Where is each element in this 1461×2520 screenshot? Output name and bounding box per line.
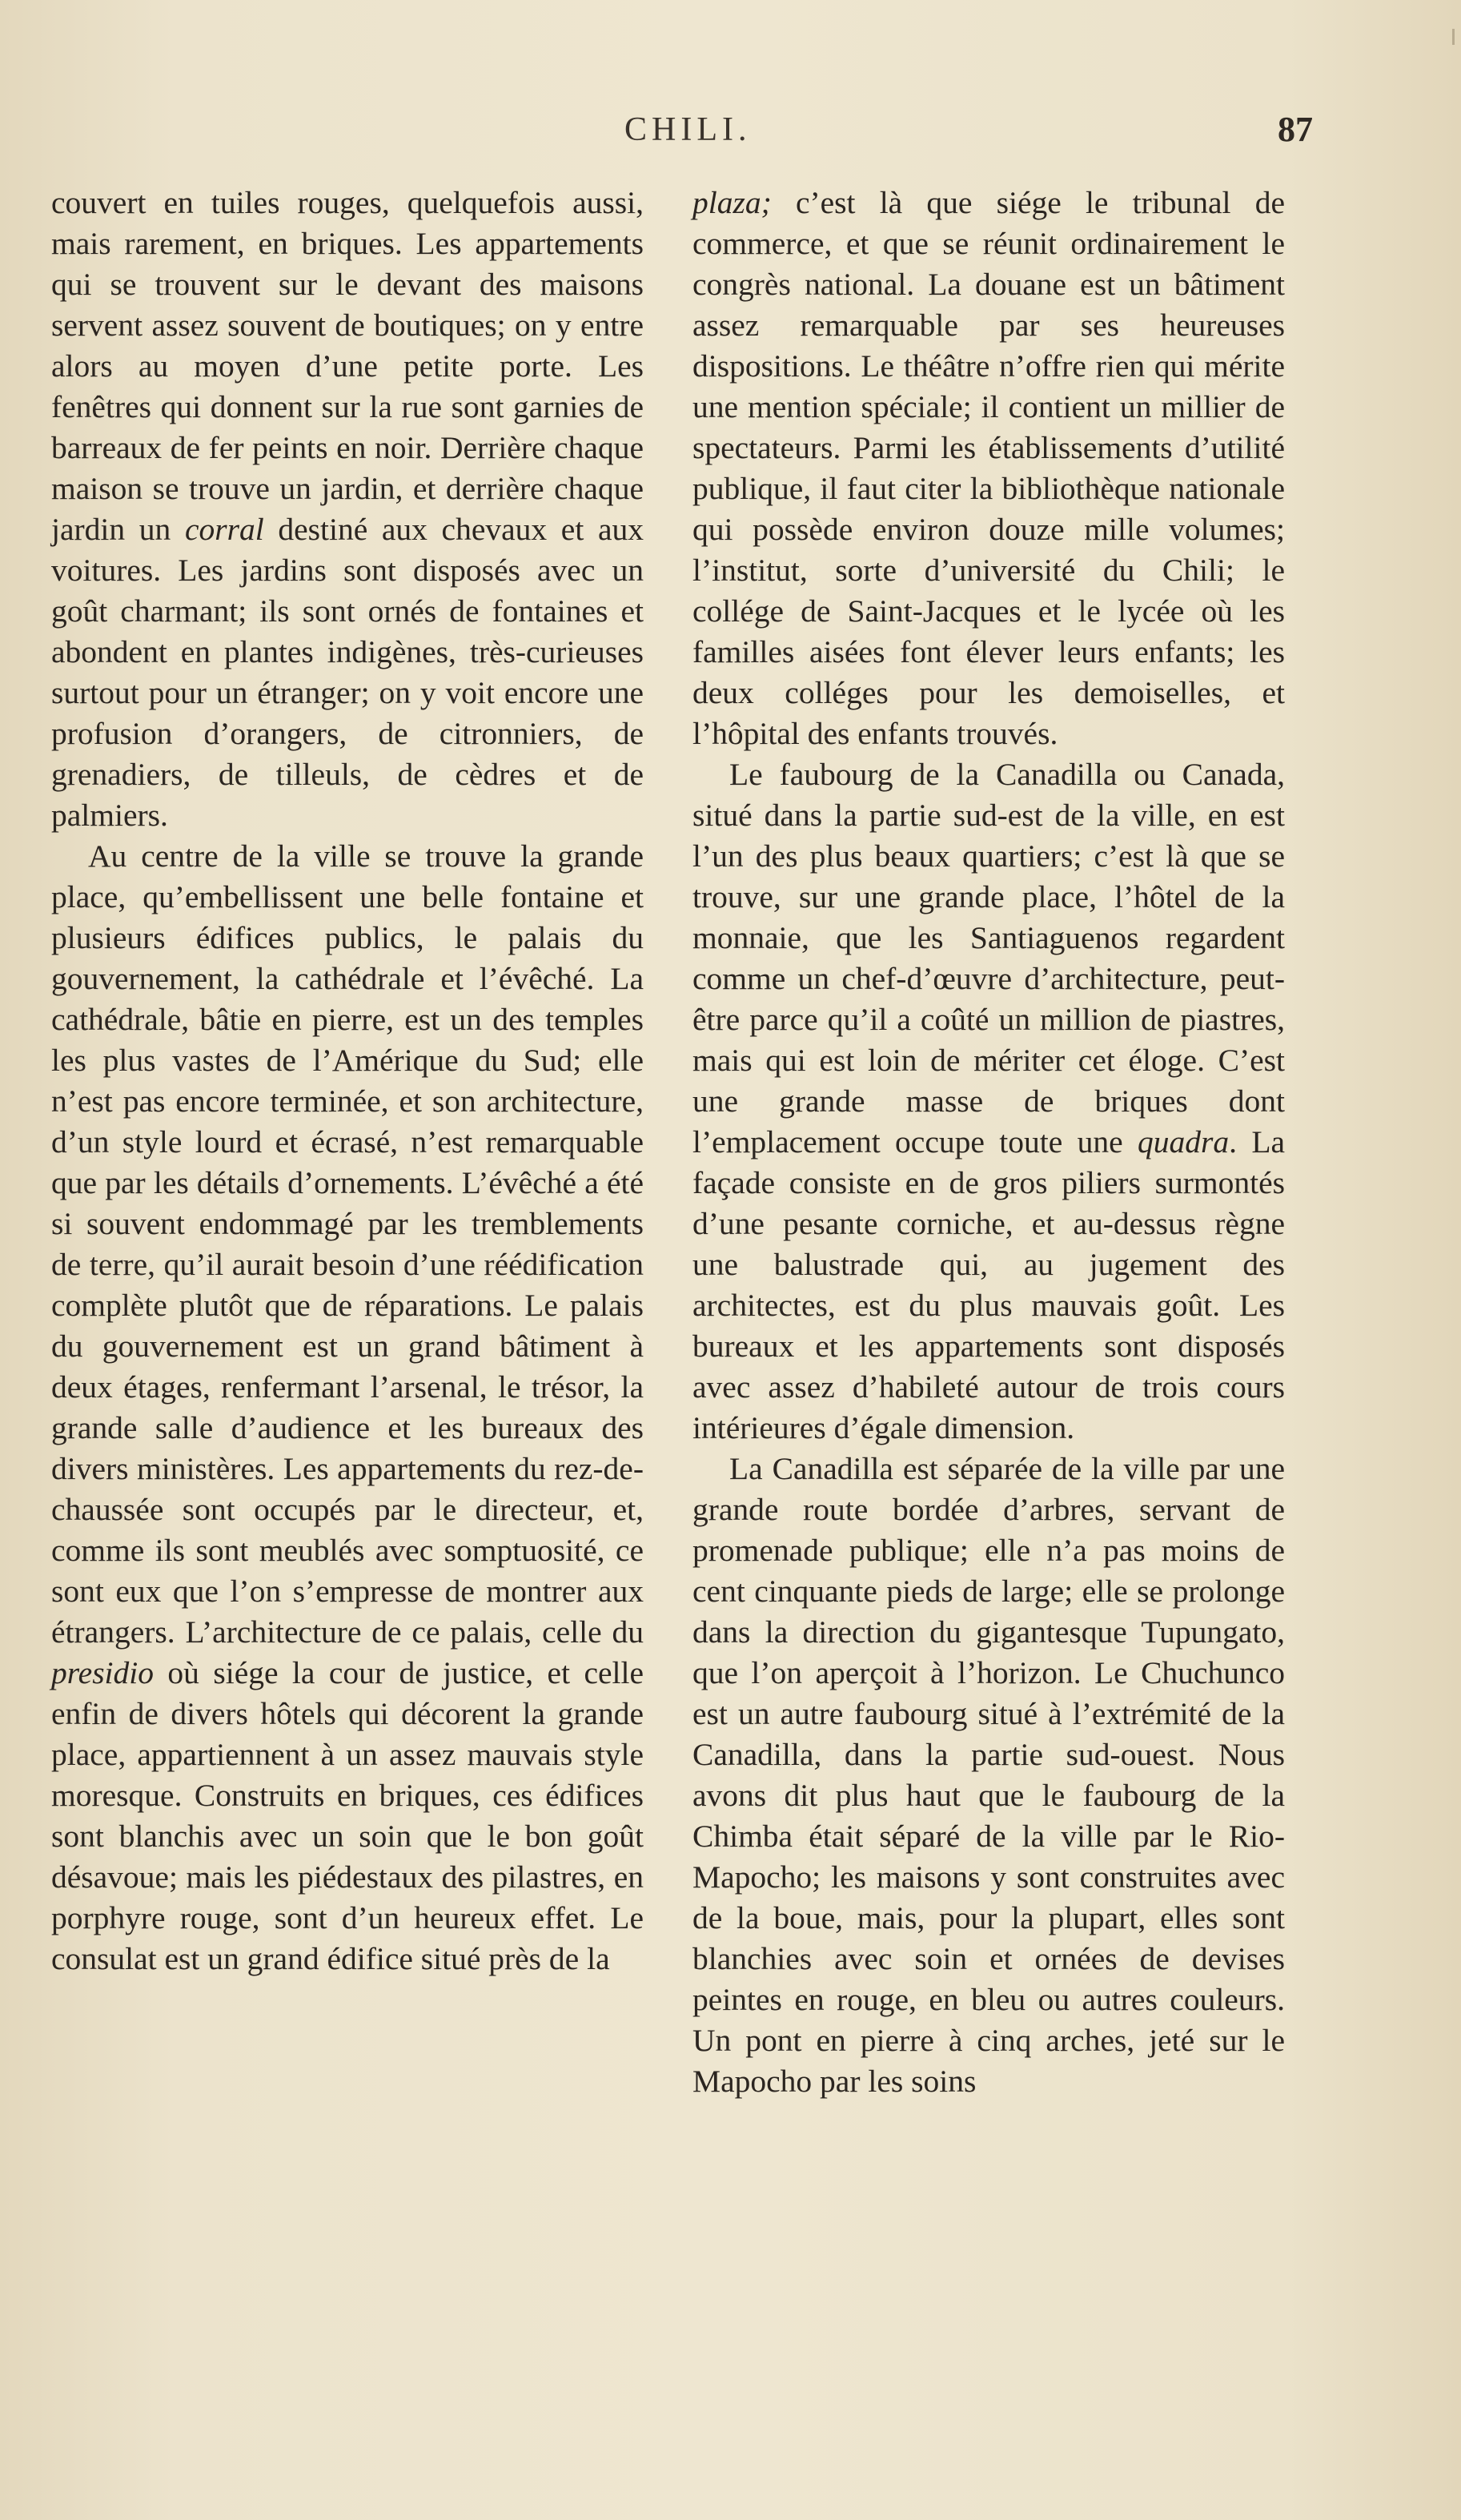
left-column (51, 183, 644, 1979)
italic-term: corral (184, 512, 264, 547)
text-run: où siége la cour de justice, et celle enfin de divers hôtels qui décorent la grande place, appartiennent à un assez mauvais style moresque. Construits en briques, ces édifices sont blanchis avec un soin que le bon goût désavoue; mais les piédestaux des pilastres, en porphyre rouge, sont d’un heureux effet. Le consulat est un grand édifice situé près de la (51, 1655, 644, 1976)
text-run: couvert en tuiles rouges, quelquefois aussi, mais rarement, en briques. Les appartements qui se trouvent sur le devant des maisons servent assez souvent de boutiques; on y entre alors au moyen d’une petite porte. Les fenêtres qui donnent sur la rue sont garnies de barreaux de fer peints en noir. Derrière chaque maison se trouve un jardin, et derrière chaque jardin un (51, 185, 644, 547)
running-title: CHILI. (624, 111, 752, 148)
text-run: . La façade consiste en de gros piliers surmontés d’une pesante corniche, et au-dessus règne une balustrade qui, au jugement des architectes, est du plus mauvais goût. Les bureaux et les appartements sont disposés avec assez d’habileté autour de trois cours intérieures d’égale dimension. (692, 1124, 1286, 1445)
italic-term: presidio (51, 1655, 155, 1690)
page-number: 87 (1278, 110, 1313, 149)
italic-term: quadra (1137, 1124, 1230, 1160)
left-paragraph-1 (51, 183, 644, 836)
page-header (48, 111, 1313, 159)
text-run: Le faubourg de la Canadilla ou Canada, situé dans la partie sud-est de la ville, en est l’un des plus beaux quartiers; c’est là que se trouve, sur une grande place, l’hôtel de la monnaie, que les Santiaguenos regardent comme un chef-d’œuvre d’architecture, peut-être parce qu’il a coûté un million de piastres, mais qui est loin de mériter cet éloge. C’est une grande masse de briques dont l’emplacement occupe toute une (692, 757, 1285, 1160)
text-run: destiné aux chevaux et aux voitures. Les jardins sont disposés avec un goût charmant; ils sont ornés de fontaines et abondent en plantes indigènes, très-curieuses surtout pour un étranger; on y voit encore une profusion d’orangers, de citronniers, de grenadiers, de tilleuls, de cèdres et de palmiers. (51, 512, 644, 833)
right-paragraph-3 (692, 1449, 1285, 2102)
italic-term: plaza; (692, 185, 772, 220)
text-run: c’est là que siége le tribunal de commerce, et que se réunit ordinairement le congrès national. La douane est un bâtiment assez remarquable par ses heureuses dispositions. Le théâtre n’offre rien qui mérite une mention spéciale; il contient un millier de spectateurs. Parmi les établissements d’utilité publique, il faut citer la bibliothèque nationale qui possède environ douze mille volumes; l’institut, sorte d’université du Chili; le collége de Saint-Jacques et le lycée où les familles aisées font élever leurs enfants; les deux colléges pour les demoiselles, et l’hôpital des enfants trouvés. (692, 185, 1285, 751)
right-column (692, 183, 1285, 2102)
left-paragraph-2 (51, 836, 644, 1979)
right-paragraph-2 (692, 754, 1285, 1449)
text-run: Au centre de la ville se trouve la grande place, qu’embellissent une belle fontaine et plusieurs édifices publics, le palais du gouvernement, la cathédrale et l’évêché. La cathédrale, bâtie en pierre, est un des temples les plus vastes de l’Amérique du Sud; elle n’est pas encore terminée, et son architecture, d’un style lourd et écrasé, n’est remarquable que par les détails d’ornements. L’évêché a été si souvent endommagé par les tremblements de terre, qu’il aurait besoin d’une réédification complète plutôt que de réparations. Le palais du gouvernement est un grand bâtiment à deux étages, renfermant l’arsenal, le trésor, la grande salle d’audience et les bureaux des divers ministères. Les appartements du rez-de-chaussée sont occupés par le directeur, et, comme ils sont meublés avec somptuosité, ce sont eux que l’on s’empresse de montrer aux étrangers. L’architecture de ce palais, celle du (51, 838, 644, 1650)
text-run: La Canadilla est séparée de la ville par une grande route bordée d’arbres, servant de promenade publique; elle n’a pas moins de cent cinquante pieds de large; elle se prolonge dans la direction du gigantesque Tupungato, que l’on aperçoit à l’horizon. Le Chuchunco est un autre faubourg situé à l’extrémité de la Canadilla, dans la partie sud-ouest. Nous avons dit plus haut que le faubourg de la Chimba était séparé de la ville par le Rio-Mapocho; les maisons y sont construites avec de la boue, mais, pour la plupart, elles sont blanchies avec soin et ornées de devises peintes en rouge, en bleu ou autres couleurs. Un pont en pierre à cinq arches, jeté sur le Mapocho par les soins (692, 1451, 1285, 2099)
page-edge-mark (1452, 29, 1455, 45)
right-paragraph-1 (692, 183, 1285, 754)
